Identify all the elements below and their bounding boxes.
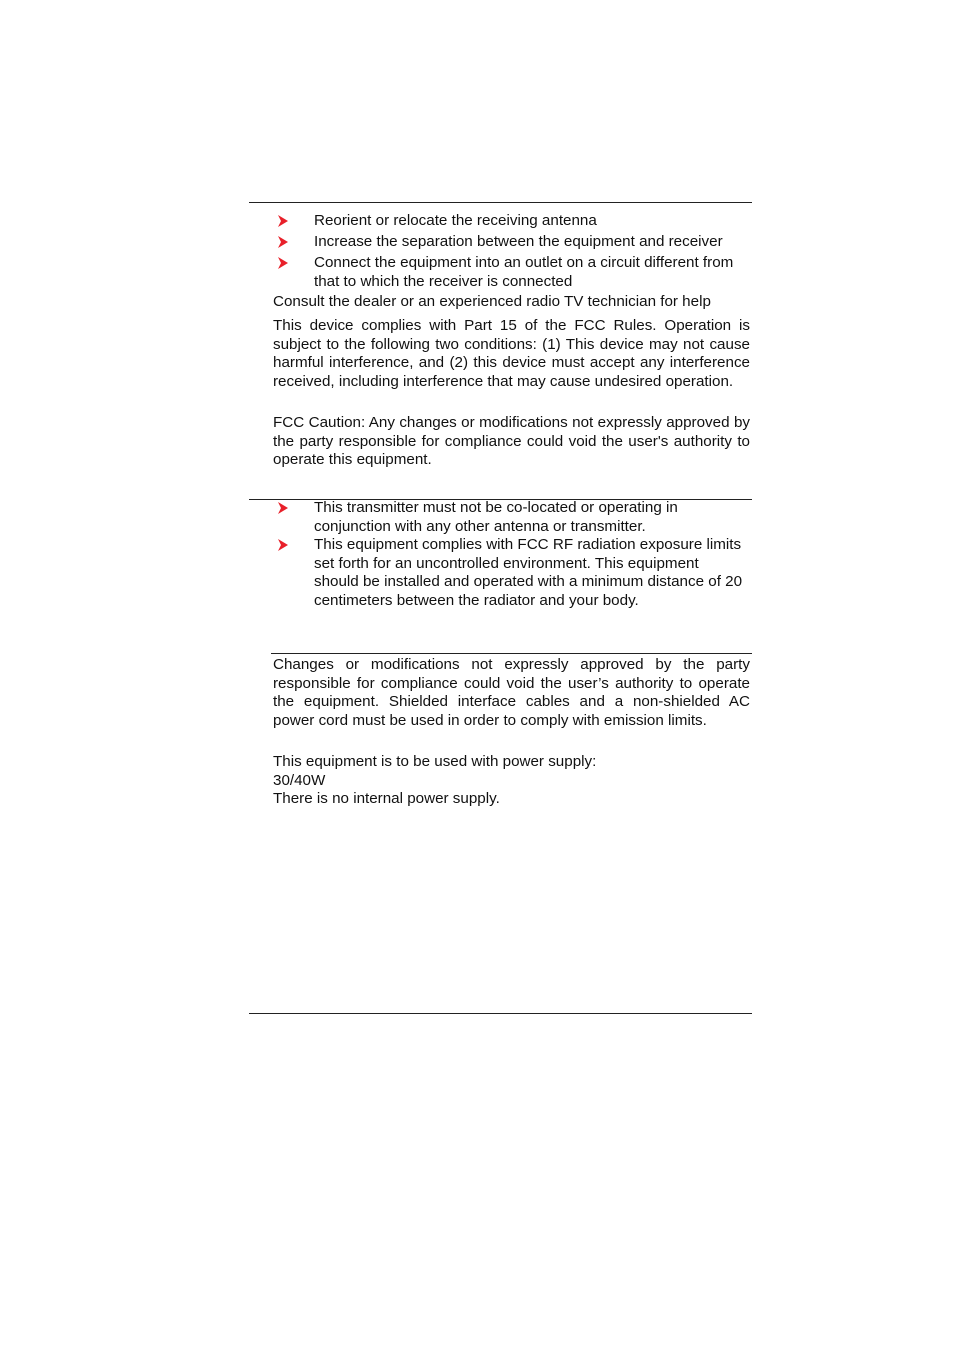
arrowhead-bullet-icon (277, 214, 293, 232)
list-item: This transmitter must not be co-located or operating in conjunction with any other antenna or transmitter. (314, 499, 678, 535)
fcc-caution-paragraph: FCC Caution: Any changes or modifications not expressly approved by the party responsible for compliance could void the user's authority to operate this equipment. (273, 414, 750, 468)
section-divider-lower (271, 653, 752, 654)
section-divider-bottom (249, 1013, 752, 1014)
consult-paragraph: Consult the dealer or an experienced radio TV technician for help (273, 293, 711, 310)
list-item: Connect the equipment into an outlet on a circuit different from that to which the receiver is connected (314, 254, 734, 290)
part15-paragraph: This device complies with Part 15 of the FCC Rules. Operation is subject to the following two conditions: (1) This device may not cause harmful interference, and (2) this device must accept any interference received, including interference that may cause undesired operation. (273, 317, 750, 390)
arrowhead-bullet-icon (277, 256, 293, 274)
list-item: Reorient or relocate the receiving antenna (314, 212, 597, 229)
section-divider-top (249, 202, 752, 203)
arrowhead-bullet-icon (277, 501, 293, 519)
power-rating-line: 30/40W (273, 772, 326, 789)
list-item: Increase the separation between the equipment and receiver (314, 233, 723, 250)
arrowhead-bullet-icon (277, 538, 293, 556)
power-supply-line: This equipment is to be used with power supply: (273, 753, 597, 770)
changes-paragraph: Changes or modifications not expressly approved by the party responsible for compliance could void the user’s authority to operate the equipment. Shielded interface cables and a non-shielded AC power cord must be used in order to comply with emission limits. (273, 656, 750, 729)
internal-power-line: There is no internal power supply. (273, 790, 500, 807)
arrowhead-bullet-icon (277, 235, 293, 253)
list-item: This equipment complies with FCC RF radiation exposure limits set forth for an uncontrolled environment. This equipment should be installed and operated with a minimum distance of 20 centimeters between the radiator and your body. (314, 536, 743, 609)
